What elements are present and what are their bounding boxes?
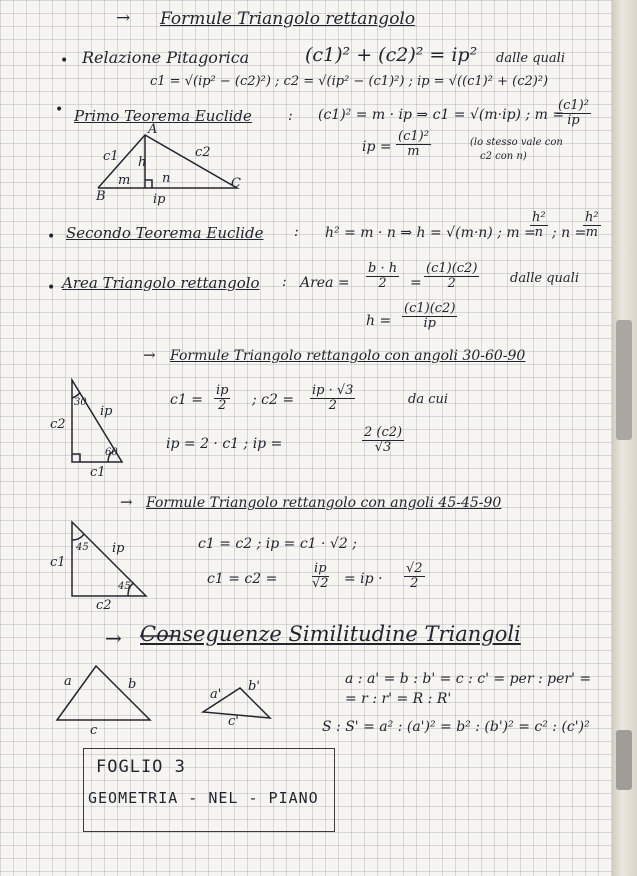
side-ip: ip bbox=[112, 541, 125, 556]
euclide2-n-fraction bbox=[583, 211, 601, 239]
bullet: • bbox=[47, 229, 56, 245]
denominator: 2 bbox=[328, 397, 337, 413]
similitudine-line2: = r : r' = R : R' bbox=[345, 691, 452, 707]
numerator: 2 (c2) bbox=[364, 425, 403, 440]
euclide1-note-1: (lo stesso vale con bbox=[470, 137, 563, 148]
t454590-f1-fraction bbox=[310, 562, 331, 590]
height-h: h bbox=[138, 155, 147, 170]
similitudine-line3: S : S' = a² : (a')² = b² : (b')² = c² : (c')² bbox=[322, 719, 590, 735]
angle-30: 30 bbox=[74, 397, 87, 408]
notebook-edge bbox=[612, 0, 637, 876]
bullet: • bbox=[55, 102, 64, 118]
euclide1-formula: (c1)² = m · ip ⇒ c1 = √(m·ip) ; m = bbox=[318, 107, 565, 123]
bullet: • bbox=[47, 280, 56, 296]
segment-n: n bbox=[162, 171, 171, 186]
t454590-title: Formule Triangolo rettangolo con angoli 45-45-90 bbox=[146, 495, 502, 511]
numerator: h² bbox=[585, 210, 599, 225]
angle-45a: 45 bbox=[76, 542, 89, 553]
numerator: ip · √3 bbox=[312, 383, 354, 398]
similitudine-line1: a : a' = b : b' = c : c' = per : per' = bbox=[345, 671, 592, 687]
similitudine-title: Conseguenze Similitudine Triangoli bbox=[140, 622, 521, 646]
t454590-f2-fraction bbox=[404, 562, 425, 590]
right-angle-mark bbox=[145, 180, 152, 188]
denominator: ip bbox=[423, 315, 436, 331]
numerator: ip bbox=[314, 561, 327, 576]
area-fraction-bh bbox=[366, 262, 399, 290]
page-tab bbox=[616, 730, 632, 790]
right-angle-mark bbox=[72, 454, 80, 462]
denominator: √3 bbox=[374, 439, 392, 455]
page-title: Formule Triangolo rettangolo bbox=[160, 9, 416, 29]
equals: = bbox=[410, 275, 422, 291]
area-fraction-c1c2 bbox=[424, 262, 479, 290]
sheet-number: FOGLIO 3 bbox=[96, 757, 186, 777]
area-h-label: h = bbox=[366, 313, 392, 329]
denominator: 2 bbox=[378, 275, 387, 291]
arrow: → bbox=[143, 346, 156, 364]
segment-m: m bbox=[118, 173, 131, 188]
side-c1: c1 bbox=[90, 465, 106, 480]
numerator: h² bbox=[532, 210, 546, 225]
t306090-c1-fraction bbox=[214, 384, 230, 412]
side-c2: c2 bbox=[50, 417, 66, 432]
t306090-c2-label: ; c2 = bbox=[252, 392, 295, 408]
numerator: b · h bbox=[368, 261, 398, 276]
angle-45b: 45 bbox=[118, 581, 131, 592]
euclide1-title: Primo Teorema Euclide bbox=[74, 107, 252, 125]
denominator: 2 bbox=[218, 397, 227, 413]
t454590-line1: c1 = c2 ; ip = c1 · √2 ; bbox=[198, 536, 357, 552]
denominator: m bbox=[585, 224, 598, 240]
pitagora-title: Relazione Pitagorica bbox=[82, 48, 250, 67]
side-c: c bbox=[90, 723, 98, 738]
header-arrow: → bbox=[116, 8, 131, 28]
numerator: (c1)(c2) bbox=[404, 301, 456, 316]
t454590-mid: = ip · bbox=[344, 571, 383, 587]
sheet-label-box bbox=[83, 748, 335, 832]
area-h-fraction bbox=[402, 302, 457, 330]
vertex-a: A bbox=[148, 122, 158, 137]
area-tail: dalle quali bbox=[510, 271, 579, 286]
colon: : bbox=[282, 274, 287, 290]
euclide2-title: Secondo Teorema Euclide bbox=[66, 224, 264, 242]
euclide1-note-2: c2 con n) bbox=[480, 151, 527, 162]
t306090-ip-fraction bbox=[362, 426, 404, 454]
numerator: (c1)² bbox=[558, 98, 589, 113]
t306090-tail: da cui bbox=[408, 392, 449, 407]
side-c1: c1 bbox=[50, 555, 66, 570]
euclide2-formula: h² = m · n ⇒ h = √(m·n) ; m = bbox=[325, 225, 536, 241]
denominator: n bbox=[534, 224, 543, 240]
numerator: (c1)(c2) bbox=[426, 261, 478, 276]
arrow: → bbox=[120, 493, 133, 511]
side-c2: c2 bbox=[195, 145, 211, 160]
side-a: a bbox=[64, 674, 72, 689]
euclide2-n-label: ; n = bbox=[552, 225, 587, 241]
numerator: √2 bbox=[406, 561, 423, 576]
denominator: √2 bbox=[312, 575, 329, 591]
euclide1-ip-label: ip = bbox=[362, 139, 392, 155]
page-tab bbox=[616, 320, 632, 440]
t306090-c1-label: c1 = bbox=[170, 392, 203, 408]
t306090-c2-fraction bbox=[310, 384, 355, 412]
hypotenuse-ip: ip bbox=[153, 192, 166, 207]
side-c1: c1 bbox=[103, 149, 119, 164]
side-ip: ip bbox=[100, 404, 113, 419]
side-b: b bbox=[128, 677, 137, 692]
area-label: Area = bbox=[300, 275, 350, 291]
side-c-prime: c' bbox=[228, 714, 239, 729]
euclide2-m-fraction bbox=[530, 211, 548, 239]
arrow: → bbox=[105, 626, 122, 650]
side-c2: c2 bbox=[96, 598, 112, 613]
colon: : bbox=[294, 224, 299, 240]
sheet-subject: GEOMETRIA - NEL - PIANO bbox=[88, 789, 319, 807]
t306090-ip-line: ip = 2 · c1 ; ip = bbox=[166, 436, 283, 452]
t306090-title: Formule Triangolo rettangolo con angoli 30-60-90 bbox=[170, 348, 526, 364]
colon: : bbox=[288, 108, 293, 124]
vertex-c: C bbox=[231, 176, 241, 191]
denominator: 2 bbox=[447, 275, 456, 291]
triangle-45-45-90 bbox=[72, 522, 146, 596]
pitagora-tail: dalle quali bbox=[496, 51, 565, 66]
numerator: (c1)² bbox=[398, 129, 429, 144]
angle-60: 60 bbox=[105, 447, 118, 458]
pitagora-formula: (c1)² + (c2)² = ip² bbox=[305, 44, 478, 66]
denominator: ip bbox=[567, 112, 580, 128]
pitagora-derived: c1 = √(ip² − (c2)²) ; c2 = √(ip² − (c1)²) ; ip = √((c1)² + (c2)²) bbox=[150, 74, 549, 89]
angle-arc-45a bbox=[72, 534, 84, 540]
side-a-prime: a' bbox=[210, 687, 222, 702]
numerator: ip bbox=[216, 383, 229, 398]
side-b-prime: b' bbox=[248, 679, 260, 694]
denominator: 2 bbox=[410, 575, 419, 591]
area-title: Area Triangolo rettangolo bbox=[62, 274, 260, 292]
vertex-b: B bbox=[96, 189, 106, 204]
t454590-line2: c1 = c2 = bbox=[207, 571, 278, 587]
denominator: m bbox=[407, 143, 420, 159]
bullet: • bbox=[60, 53, 69, 69]
